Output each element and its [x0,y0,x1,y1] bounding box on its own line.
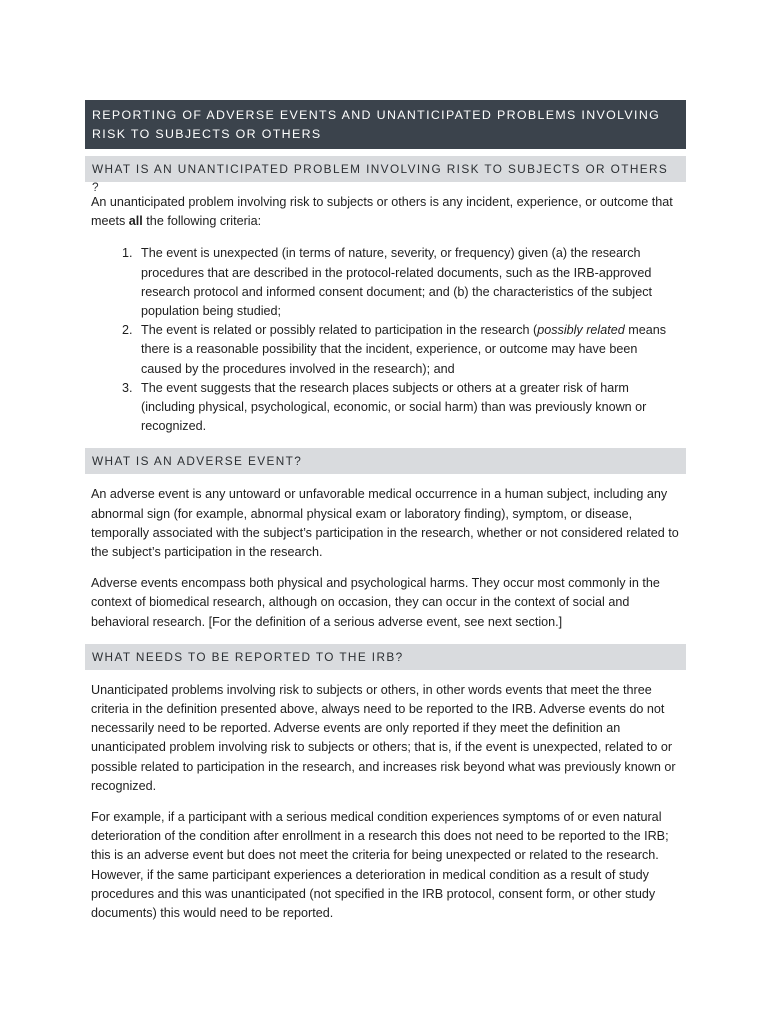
section-heading-adverse-event: WHAT IS AN ADVERSE EVENT? [85,448,686,474]
intro-bold-text: all [128,214,143,229]
reporting-example: For example, if a participant with a serious medical condition experiences symptoms of or even natural deterioration of the condition after enrollment in a research this does not need to be reported to the IRB; this is an adverse event but does not meet the criteria for being unexpected or related to the research. However, if the same participant experiences a deterioration in medical condition as a result of study procedures and this was unanticipated (not specified in the IRB protocol, consent form, or other study documents) this would need to be reported. [91,810,669,921]
section-heading-unanticipated-problem: WHAT IS AN UNANTICIPATED PROBLEM INVOLVING RISK TO SUBJECTS OR OTHERS ? [85,156,686,182]
adverse-event-scope: Adverse events encompass both physical and psychological harms. They occur most commonly in the context of biomedical research, although on occasion, they can occur in the context of social and behavioral research. [For the definition of a serious adverse event, see next section.] [91,576,660,629]
criteria-italic-text: possibly related [537,323,625,338]
adverse-event-definition: An adverse event is any untoward or unfavorable medical occurrence in a human subject, including any abnormal sign (for example, abnormal physical exam or laboratory finding), symptom, or disease, temporally associated with the subject’s participation in the research, whether or not considered related to the subject’s participation in the research. [91,487,679,560]
document-content [85,100,686,923]
intro-text: An unanticipated problem involving risk to subjects or others is any incident, experience, or outcome that meets [91,195,673,229]
criteria-text: The event is related or possibly related to participation in the research ( [141,323,538,338]
section-heading-reporting: WHAT NEEDS TO BE REPORTED TO THE IRB? [85,644,686,670]
criteria-list [85,244,686,436]
reporting-requirements: Unanticipated problems involving risk to subjects or others, in other words events that meet the three criteria in the definition presented above, always need to be reported to the IRB. Adverse events do not necessarily need to be reported. Adverse events are only reported if they meet the definition an unanticipated problem involving risk to subjects or others; that is, if the event is unexpected, related to or possible related to participation in the research, and increases risk beyond what was previously known or recognized. [91,682,676,793]
unanticipated-problem-intro [85,193,686,231]
criteria-item [136,321,680,379]
criteria-item: 1. The event is unexpected (in terms of nature, severity, or frequency) given (a) the research procedures that are described in the protocol-related documents, such as the IRB-approved research protocol and informed consent document; and (b) the characteristics of the subject population being studied; [136,244,680,321]
criteria-item: 3. The event suggests that the research places subjects or others at a greater risk of harm (including physical, psychological, economic, or social harm) than was previously known or recognized. [136,379,680,437]
document-title: REPORTING OF ADVERSE EVENTS AND UNANTICIPATED PROBLEMS INVOLVING RISK TO SUBJECTS OR OTHERS [85,100,686,149]
criteria-text-end: means there is a reasonable possibility that the incident, experience, or outcome may have been caused by the procedures involved in the research); and [141,323,667,376]
intro-text-end: the following criteria: [142,214,262,229]
